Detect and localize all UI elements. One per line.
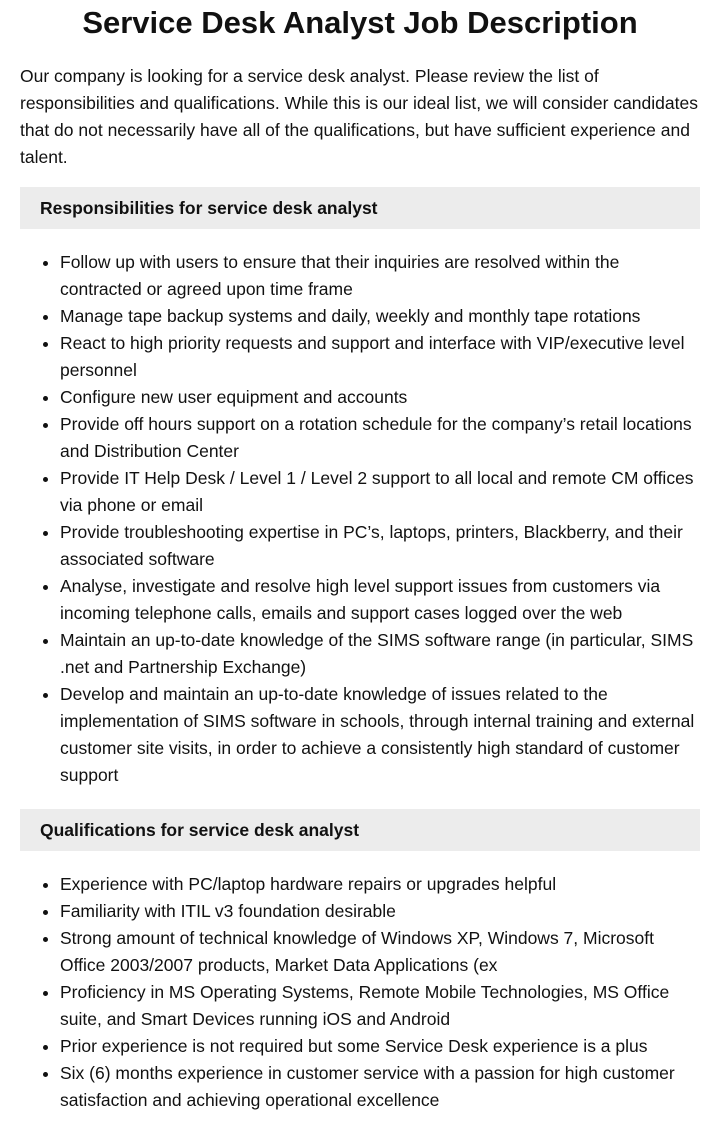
list-item: • Strong amount of technical knowledge of Windows XP, Windows 7, Microsoft Office 2003/2007 products, Market Data Applications (ex [60,925,700,979]
list-item: • Follow up with users to ensure that their inquiries are resolved within the contracted or agreed upon time frame [60,249,700,303]
list-item: • Familiarity with ITIL v3 foundation desirable [60,898,700,925]
list-item: • Experience with PC/laptop hardware repairs or upgrades helpful [60,871,700,898]
list-item: • Develop and maintain an up-to-date knowledge of issues related to the implementation of SIMS software in schools, through internal training and external customer site visits, in order to achieve a consistently high standard of customer support [60,681,700,789]
list-item: • Provide troubleshooting expertise in PC’s, laptops, printers, Blackberry, and their associated software [60,519,700,573]
list-item: • Proficiency in MS Operating Systems, Remote Mobile Technologies, MS Office suite, and Smart Devices running iOS and Android [60,979,700,1033]
list-item: • Provide off hours support on a rotation schedule for the company’s retail locations and Distribution Center [60,411,700,465]
qualifications-list [20,871,700,1114]
list-item: • Provide IT Help Desk / Level 1 / Level 2 support to all local and remote CM offices via phone or email [60,465,700,519]
list-item: • Prior experience is not required but some Service Desk experience is a plus [60,1033,700,1060]
list-item: • Six (6) months experience in customer service with a passion for high customer satisfaction and achieving operational excellence [60,1060,700,1114]
page-title: Service Desk Analyst Job Description [82,5,638,40]
list-item: • React to high priority requests and support and interface with VIP/executive level personnel [60,330,700,384]
intro-paragraph: Our company is looking for a service desk analyst. Please review the list of responsibilities and qualifications. While this is our ideal list, we will consider candidates that do not necessarily have all of the qualifications, but have sufficient experience and talent. [20,66,698,167]
list-item: • Manage tape backup systems and daily, weekly and monthly tape rotations [60,303,700,330]
qualifications-heading: Qualifications for service desk analyst [20,809,700,851]
list-item: • Configure new user equipment and accounts [60,384,700,411]
list-item: • Analyse, investigate and resolve high level support issues from customers via incoming telephone calls, emails and support cases logged over the web [60,573,700,627]
responsibilities-heading: Responsibilities for service desk analyst [20,187,700,229]
responsibilities-list [20,249,700,789]
list-item: • Maintain an up-to-date knowledge of the SIMS software range (in particular, SIMS .net and Partnership Exchange) [60,627,700,681]
